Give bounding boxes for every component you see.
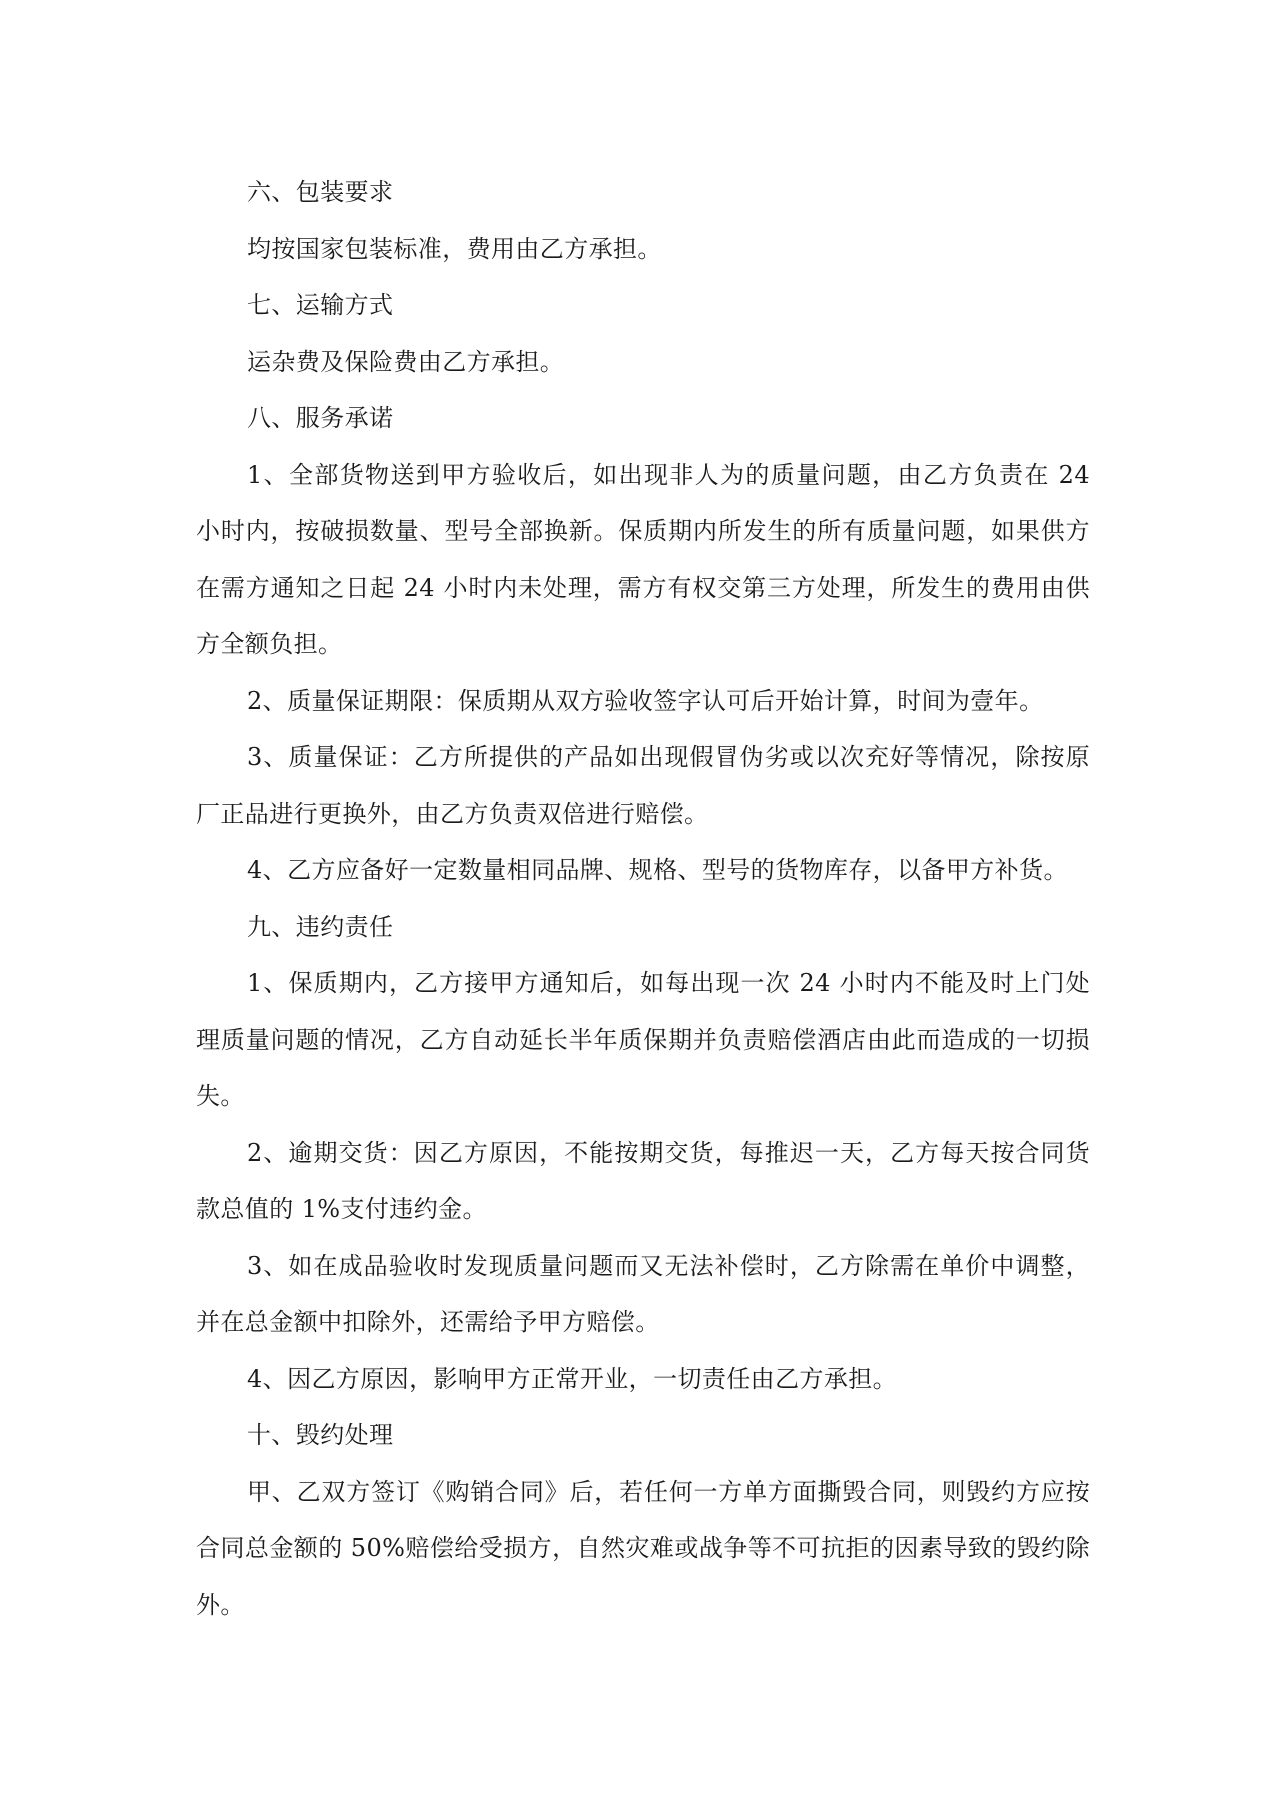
service-clause-2: 2、质量保证期限：保质期从双方验收签字认可后开始计算，时间为壹年。	[247, 686, 1044, 715]
section-heading-breach: 十、毁约处理	[247, 1421, 394, 1449]
section-heading-service: 八、服务承诺	[247, 404, 394, 432]
service-clause-1: 1、全部货物送到甲方验收后，如出现非人为的质量问题，由乙方负责在 24 小时内，按破损数量、型号全部换新。保质期内所发生的所有质量问题，如果供方在需方通知之日起 24 小时内未处理，需方有权交第三方处理，所发生的费用由供方全额负担。	[196, 460, 1090, 658]
transport-paragraph: 运杂费及保险费由乙方承担。	[247, 347, 565, 376]
liability-clause-4: 4、因乙方原因，影响甲方正常开业，一切责任由乙方承担。	[247, 1364, 898, 1393]
liability-clause-1: 1、保质期内，乙方接甲方通知后，如每出现一次 24 小时内不能及时上门处理质量问题的情况，乙方自动延长半年质保期并负责赔偿酒店由此而造成的一切损失。	[196, 969, 1090, 1110]
section-heading-packaging: 六、包装要求	[247, 178, 394, 206]
breach-paragraph: 甲、乙双方签订《购销合同》后，若任何一方单方面撕毁合同，则毁约方应按合同总金额的 50%赔偿给受损方，自然灾难或战争等不可抗拒的因素导致的毁约除外。	[196, 1477, 1090, 1619]
section-heading-liability: 九、违约责任	[247, 912, 394, 941]
liability-clause-3: 3、如在成品验收时发现质量问题而又无法补偿时，乙方除需在单价中调整，并在总金额中扣除外，还需给予甲方赔偿。	[196, 1251, 1090, 1336]
liability-clause-2: 2、逾期交货：因乙方原因，不能按期交货，每推迟一天，乙方每天按合同货款总值的 1%支付违约金。	[196, 1138, 1090, 1223]
packaging-paragraph: 均按国家包装标准，费用由乙方承担。	[247, 234, 662, 263]
service-clause-4: 4、乙方应备好一定数量相同品牌、规格、型号的货物库存，以备甲方补货。	[247, 856, 1068, 884]
service-clause-3: 3、质量保证：乙方所提供的产品如出现假冒伪劣或以次充好等情况，除按原厂正品进行更换外，由乙方负责双倍进行赔偿。	[196, 743, 1090, 828]
section-heading-transport: 七、运输方式	[247, 291, 394, 319]
